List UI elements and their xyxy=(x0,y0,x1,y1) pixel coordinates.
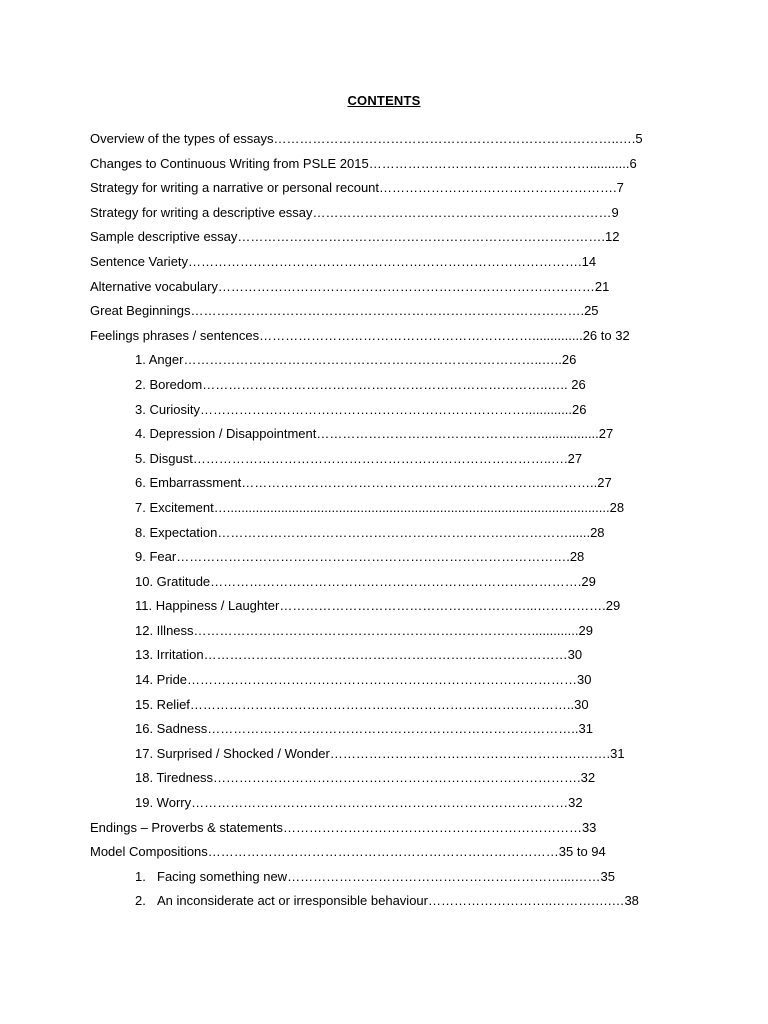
toc-entry-leader: ………………………………………………………………………….. xyxy=(207,721,579,737)
toc-entry-label: 18. Tiredness xyxy=(135,770,214,786)
toc-entry-page-number: 31 xyxy=(578,721,593,737)
toc-entry-leader: ……………………………………………………….............. xyxy=(259,327,583,343)
toc-entry-label: Great Beginnings xyxy=(90,303,191,319)
toc-entry-label: 9. Fear xyxy=(135,549,177,565)
toc-entry-page-number: 12 xyxy=(605,229,620,245)
toc-entry-leader: ……………………………………………………………………………… xyxy=(187,672,578,688)
toc-entry-page-number: 28 xyxy=(590,524,605,540)
toc-entry-leader: …………………………………………………...……………. xyxy=(279,598,606,614)
toc-entry-leader: ……………………………………………………………….…………. xyxy=(210,573,582,589)
toc-entry-label: Facing something new xyxy=(157,868,288,884)
toc-entry xyxy=(90,766,670,791)
toc-entry xyxy=(90,545,670,570)
toc-entry-label: Endings – Proverbs & statements xyxy=(90,819,283,835)
toc-entry-label: 8. Expectation xyxy=(135,524,218,540)
toc-entry-page-number: 33 xyxy=(581,819,597,835)
toc-entry xyxy=(90,250,670,275)
toc-entry-text xyxy=(90,889,639,914)
toc-entry-text xyxy=(90,668,592,693)
toc-entry-label: 1. Anger xyxy=(135,352,184,368)
toc-entry-leader: ………………………………………………………………………… xyxy=(203,647,568,663)
toc-entry-page-number: 14 xyxy=(581,253,597,269)
toc-entry-leader: ………………………………………………. xyxy=(379,180,617,196)
toc-entry-text xyxy=(90,594,620,619)
toc-entry-leader: ………………………………………………………………………...... xyxy=(217,524,591,540)
toc-entry-page-number: 31 xyxy=(610,745,625,761)
toc-entry-text xyxy=(90,496,624,521)
toc-entry xyxy=(90,152,670,177)
toc-entry-label: 15. Relief xyxy=(135,696,190,712)
toc-entry-text xyxy=(90,447,582,472)
contents-title: CONTENTS xyxy=(347,93,421,108)
toc-entry xyxy=(90,471,670,496)
toc-entry xyxy=(90,570,670,595)
toc-entry-label: 6. Embarrassment xyxy=(135,475,242,491)
toc-entry-label: 3. Curiosity xyxy=(135,401,201,417)
toc-entry-page-number: 9 xyxy=(611,204,619,220)
toc-entry-page-number: 30 xyxy=(577,672,592,688)
toc-entry-page-number: 32 xyxy=(580,770,596,786)
toc-entry-text xyxy=(90,201,619,226)
toc-entry-leader: ……………………………………………........... xyxy=(368,155,630,171)
toc-entry xyxy=(90,373,670,398)
toc-entry xyxy=(90,791,670,816)
toc-entry-label: Strategy for writing a narrative or personal recount xyxy=(90,180,380,196)
toc-entry-leader: ………………………………………………………………………..…. xyxy=(192,450,568,466)
toc-entry-label: 12. Illness xyxy=(135,622,194,638)
toc-entry-leader: ……………………………………………………………………..…. xyxy=(273,131,636,146)
toc-entry-label: 17. Surprised / Shocked / Wonder xyxy=(135,745,330,761)
toc-entry-page-number: 29 xyxy=(578,622,593,638)
toc-entry xyxy=(90,299,670,324)
toc-entry-leader: …………………………………………………………………………. xyxy=(213,770,581,786)
toc-entry-text xyxy=(90,766,595,791)
toc-entry-page-number: 26 xyxy=(571,376,586,392)
toc-entry-label: 5. Disgust xyxy=(135,450,193,466)
toc-entry-page-number: 35 xyxy=(600,868,615,884)
toc-entry xyxy=(90,840,670,865)
toc-entry-page-number: 28 xyxy=(609,499,625,515)
toc-entry-leader: ………………………………………………………………………………. xyxy=(188,253,582,269)
toc-entry-text xyxy=(90,127,643,152)
toc-entry xyxy=(90,201,670,226)
toc-entry-leader: …………………………………………………………………………. xyxy=(237,229,606,245)
toc-entry-label: An inconsiderate act or irresponsible behaviour xyxy=(157,893,428,909)
toc-entry-page-number: 32 xyxy=(568,795,583,811)
toc-entry-page-number: 29 xyxy=(605,598,621,614)
toc-entry-leader: ……………………………………………………………………..….. xyxy=(202,376,572,392)
toc-entry-page-number: 21 xyxy=(594,278,610,294)
toc-entry-leader: ………………………………………………………………………..….. xyxy=(183,352,562,368)
toc-entry-text xyxy=(90,791,583,816)
toc-entry-label: Strategy for writing a descriptive essay xyxy=(90,204,313,220)
toc-entry-page-number: 30 xyxy=(574,696,589,712)
toc-entry xyxy=(90,225,670,250)
toc-entry-number: 1. xyxy=(135,868,146,884)
toc-entry-number: 2. xyxy=(135,893,146,909)
toc-entry xyxy=(90,275,670,300)
toc-entry-text xyxy=(90,643,582,668)
toc-entry-text xyxy=(90,717,593,742)
toc-entry-label: 19. Worry xyxy=(135,795,192,811)
toc-entry xyxy=(90,668,670,693)
toc-entry-text xyxy=(90,398,586,423)
toc-entry-label: Overview of the types of essays xyxy=(90,131,274,146)
toc-entry-text xyxy=(90,545,584,570)
toc-entry-leader: …………………………………………………………………............. xyxy=(200,401,572,417)
toc-entry-leader: …………………………………………………………………………… xyxy=(217,278,595,294)
toc-entry-text xyxy=(90,250,596,275)
toc-entry-leader: ……………………………………………………………………… xyxy=(207,844,559,860)
toc-entry-text xyxy=(90,742,625,767)
toc-entry-leader: ………………………………………………….……. xyxy=(329,745,611,761)
toc-entry-label: 2. Boredom xyxy=(135,376,203,392)
toc-entry-page-number: 26 xyxy=(572,401,587,417)
toc-entry-text xyxy=(90,816,596,841)
toc-entry-leader: ………………………………………………………………………………. xyxy=(176,549,570,565)
toc-entry-leader: ………………………………………………………………………………. xyxy=(190,303,585,319)
toc-entry xyxy=(90,176,670,201)
toc-entry xyxy=(90,865,670,890)
toc-entry-text xyxy=(90,422,613,447)
toc-entry xyxy=(90,398,670,423)
toc-entry xyxy=(90,643,670,668)
toc-entry xyxy=(90,324,670,349)
toc-entry-leader: ….......................................................................................................... xyxy=(213,499,610,515)
toc-entry-label: Feelings phrases / sentences xyxy=(90,327,260,343)
toc-entry-page-number: 28 xyxy=(569,549,585,565)
toc-entry-text xyxy=(90,865,615,890)
toc-entry-page-number: 29 xyxy=(581,573,596,589)
toc-entry-text xyxy=(90,693,589,718)
toc-entry-page-number: 27 xyxy=(567,450,583,466)
toc-entry-page-number: 27 xyxy=(597,475,612,491)
toc-entry xyxy=(90,447,670,472)
toc-entry-label: Sentence Variety xyxy=(90,253,189,269)
toc-entry-text xyxy=(90,619,593,644)
toc-entry-leader: …………………………………………………………………………….. xyxy=(189,696,575,712)
toc-entry-page-number: 6 xyxy=(629,155,637,171)
toc-entry-leader: ………………………..……….….… xyxy=(428,893,625,909)
toc-entry-page-number: 30 xyxy=(567,647,583,663)
toc-entry-text xyxy=(90,521,605,546)
toc-entry-page-number: 25 xyxy=(584,303,599,319)
toc-entry-label: 13. Irritation xyxy=(135,647,204,663)
toc-entry xyxy=(90,521,670,546)
toc-entry-text xyxy=(90,299,599,324)
toc-entry-text xyxy=(90,152,637,177)
toc-entry-label: 10. Gratitude xyxy=(135,573,211,589)
toc-entry xyxy=(90,348,670,373)
toc-entry-text xyxy=(90,324,630,349)
toc-entry-label: Model Compositions xyxy=(90,844,208,860)
toc-entry xyxy=(90,693,670,718)
toc-entry-page-number: 35 to 94 xyxy=(558,844,606,860)
toc-entry-label: 4. Depression / Disappointment xyxy=(135,426,317,442)
toc-entry-label: 11. Happiness / Laughter xyxy=(135,598,280,614)
toc-entry-text xyxy=(90,373,586,398)
toc-entry xyxy=(90,127,670,152)
toc-entry-page-number: 5 xyxy=(635,131,643,146)
toc-entry-label: 14. Pride xyxy=(135,672,188,688)
toc-entry-leader: ……………………………………………................. xyxy=(316,426,599,442)
toc-entry-leader: …………………………………………………………………………… xyxy=(191,795,569,811)
toc-entry-text xyxy=(90,348,576,373)
toc-entry-leader: …………………………………………………………… xyxy=(312,204,612,220)
toc-entry-page-number: 26 xyxy=(561,352,577,368)
toc-entry xyxy=(90,422,670,447)
toc-entry-leader: ……………………………………………………………………............. xyxy=(193,622,579,638)
toc-entry xyxy=(90,619,670,644)
toc-entry-leader: ………………………………………………………....…… xyxy=(287,868,601,884)
toc-entry-page-number: 26 to 32 xyxy=(582,327,630,343)
toc-entry-label: 16. Sadness xyxy=(135,721,208,737)
toc-entry-page-number: 7 xyxy=(616,180,624,196)
toc-entry-label: Changes to Continuous Writing from PSLE 2015 xyxy=(90,155,369,171)
toc-entry-text xyxy=(90,275,609,300)
toc-entry-page-number: 38 xyxy=(624,893,639,909)
toc-entry-text xyxy=(90,225,620,250)
toc-entry-label: 7. Excitement xyxy=(135,499,214,515)
toc-entry-page-number: 27 xyxy=(598,426,614,442)
toc-entry xyxy=(90,742,670,767)
toc-entry xyxy=(90,889,670,914)
toc-entry-leader: ……………………………………………………………..….…….. xyxy=(241,475,598,491)
toc-entry-text xyxy=(90,570,596,595)
toc-entry xyxy=(90,816,670,841)
toc-entry xyxy=(90,594,670,619)
toc-entry xyxy=(90,496,670,521)
toc-entry-text xyxy=(90,840,606,865)
toc-entry-label: Sample descriptive essay xyxy=(90,229,238,245)
toc-entry-text xyxy=(90,471,612,496)
toc-entry-leader: …………………………………………………………… xyxy=(282,819,582,835)
table-of-contents xyxy=(90,127,670,914)
toc-entry xyxy=(90,717,670,742)
toc-entry-label: Alternative vocabulary xyxy=(90,278,218,294)
toc-entry-text xyxy=(90,176,624,201)
